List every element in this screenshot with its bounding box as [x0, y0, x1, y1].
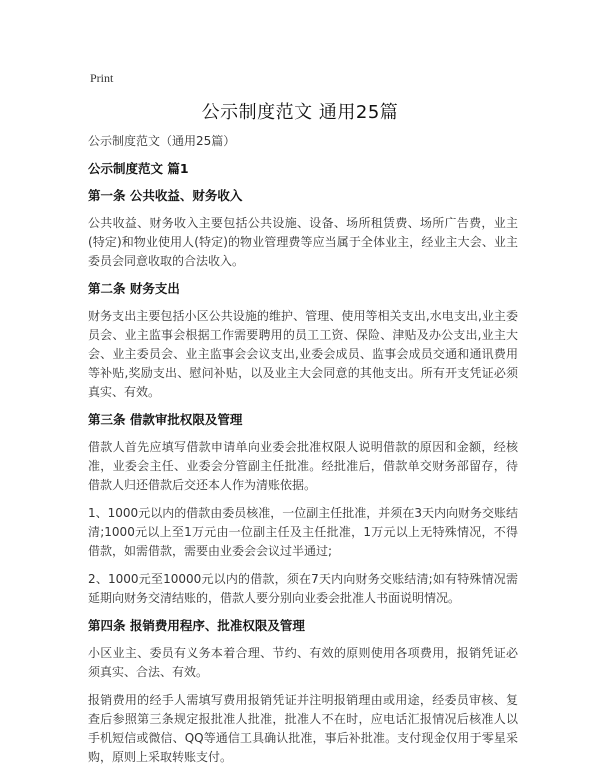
section-heading-2: 第二条 财务支出 — [88, 281, 180, 296]
page-title: 公示制度范文 通用25篇 — [201, 102, 399, 123]
document-body — [88, 132, 518, 776]
part-heading: 公示制度范文 篇1 — [88, 161, 189, 176]
section-4-paragraph-1: 小区业主、委员有义务本着合理、节约、有效的原则使用各项费用，报销凭证必须真实、合法、有效。 — [88, 646, 518, 679]
section-heading-1: 第一条 公共收益、财务收入 — [88, 188, 243, 203]
section-2-paragraph: 财务支出主要包括小区公共设施的维护、管理、使用等相关支出,水电支出,业主委员会、业主监事会根据工作需要聘用的员工工资、保险、津贴及办公支出,业主大会、业主委员会、业主监事会会议支出,业委会成员、监事会成员交通和通讯费用等补贴,奖励支出、慰问补贴，以及业主大会同意的其他支出。所有开支凭证必须真实、有效。 — [88, 309, 518, 399]
document-subtitle: 公示制度范文（通用25篇） — [88, 134, 236, 148]
section-3-paragraph-1: 借款人首先应填写借款申请单向业委会批准权限人说明借款的原因和金额，经核准，业委会主任、业委会分管副主任批准。经批准后，借款单交财务部留存，待借款人归还借款后交还本人作为清账依据。 — [88, 440, 518, 492]
section-3-paragraph-3: 2、1000元至10000元以内的借款，须在7天内向财务交账结清;如有特殊情况需延期向财务交清结账的，借款人要分别向业委会批准人书面说明情况。 — [88, 572, 518, 605]
section-4-paragraph-2: 报销费用的经手人需填写费用报销凭证并注明报销理由或用途，经委员审核、复查后参照第三条规定报批准人批准，批准人不在时，应电话汇报情况后核准人以手机短信或微信、QQ等通信工具确认批准，事后补批准。支付现金仅用于零星采购，原则上采取转账支付。 — [88, 693, 518, 764]
section-1-paragraph: 公共收益、财务收入主要包括公共设施、设备、场所租赁费、场所广告费，业主(特定)和物业使用人(特定)的物业管理费等应当属于全体业主，经业主大会、业主委员会同意收取的合法收入。 — [88, 216, 518, 268]
section-heading-3: 第三条 借款审批权限及管理 — [88, 412, 243, 427]
section-heading-4: 第四条 报销费用程序、批准权限及管理 — [88, 618, 305, 633]
print-label[interactable]: Print — [90, 71, 114, 85]
section-3-paragraph-2: 1、1000元以内的借款由委员核准，一位副主任批准，并须在3天内向财务交账结清;1000元以上至1万元由一位副主任及主任批准，1万元以上无特殊情况，不得借款，如需借款，需要由业委会会议过半通过; — [88, 506, 518, 558]
